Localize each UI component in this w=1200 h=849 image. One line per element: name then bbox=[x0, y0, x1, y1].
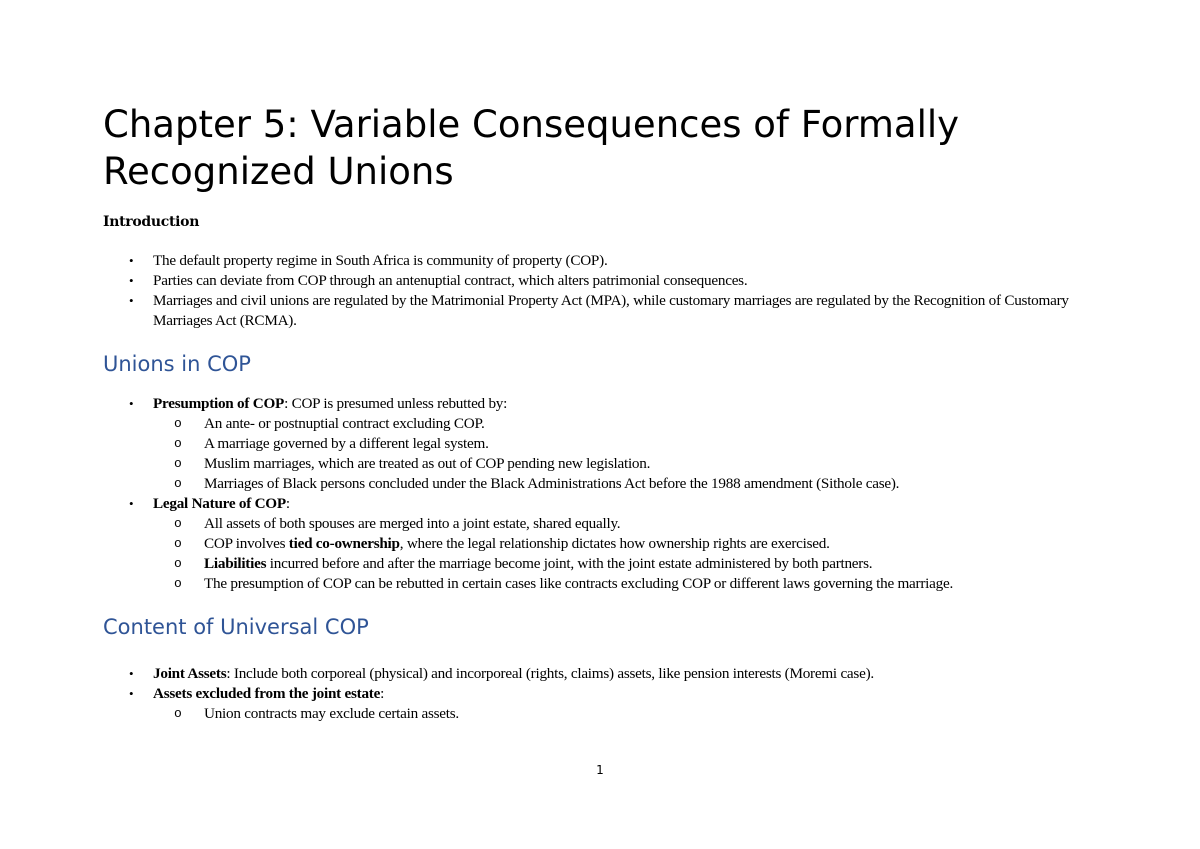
chapter-title: Chapter 5: Variable Consequences of Formally Recognized Unions bbox=[103, 103, 960, 193]
sub-list-item bbox=[103, 574, 1103, 594]
term-label: Liabilities bbox=[204, 555, 267, 572]
sub-list-item bbox=[103, 414, 1103, 434]
term-label: tied co-ownership bbox=[288, 535, 400, 552]
sub-list-item bbox=[103, 554, 1103, 574]
list-item-text: Union contracts may exclude certain assets. bbox=[204, 705, 459, 722]
list-item-legal-nature bbox=[103, 494, 1103, 514]
sub-list-item bbox=[103, 474, 1103, 494]
page-content bbox=[103, 101, 1103, 724]
term-label: Assets excluded from the joint estate bbox=[153, 685, 381, 702]
unions-in-cop-list bbox=[103, 394, 1103, 594]
list-item-text: An ante- or postnuptial contract excluding COP. bbox=[204, 415, 485, 432]
page-number: 1 bbox=[596, 763, 604, 777]
bullet-icon: • bbox=[129, 293, 134, 308]
list-item bbox=[103, 251, 1103, 271]
sub-list-item bbox=[103, 704, 1103, 724]
list-item bbox=[103, 291, 1103, 331]
list-item-text: Marriages and civil unions are regulated by the Matrimonial Property Act (MPA), while customary marriages are regulated by the Recognition of Customary Marriages Act (RCMA). bbox=[153, 292, 1069, 329]
list-item-joint-assets bbox=[103, 664, 1103, 684]
sub-list-item bbox=[103, 534, 1103, 554]
sub-bullet-icon: o bbox=[174, 576, 182, 591]
sub-bullet-icon: o bbox=[174, 706, 182, 721]
sub-list-item bbox=[103, 514, 1103, 534]
sub-list-item bbox=[103, 434, 1103, 454]
list-item-excluded-assets bbox=[103, 684, 1103, 704]
term-label: Joint Assets bbox=[153, 665, 227, 682]
section-heading-universal-cop: Content of Universal COP bbox=[103, 615, 369, 639]
sub-bullet-icon: o bbox=[174, 556, 182, 571]
sub-bullet-icon: o bbox=[174, 516, 182, 531]
bullet-icon: • bbox=[129, 686, 134, 701]
sub-list-item bbox=[103, 454, 1103, 474]
sub-bullet-icon: o bbox=[174, 416, 182, 431]
list-item-presumption bbox=[103, 394, 1103, 414]
list-item-text: : bbox=[380, 685, 385, 702]
introduction-heading: Introduction bbox=[103, 214, 200, 230]
list-item-text: COP involves bbox=[204, 535, 289, 552]
bullet-icon: • bbox=[129, 496, 134, 511]
list-item-text: The presumption of COP can be rebutted in certain cases like contracts excluding COP or different laws governing the marriage. bbox=[204, 575, 954, 592]
list-item-text: Parties can deviate from COP through an antenuptial contract, which alters patrimonial consequences. bbox=[153, 272, 748, 289]
list-item-text: : Include both corporeal (physical) and incorporeal (rights, claims) assets, like pension interests (Moremi case). bbox=[226, 665, 874, 682]
bullet-icon: • bbox=[129, 273, 134, 288]
bullet-icon: • bbox=[129, 396, 134, 411]
universal-cop-list bbox=[103, 664, 1103, 724]
list-item-text: The default property regime in South Africa is community of property (COP). bbox=[153, 252, 608, 269]
term-label: Legal Nature of COP bbox=[153, 495, 286, 512]
list-item-text: : bbox=[285, 495, 290, 512]
list-item-text: , where the legal relationship dictates how ownership rights are exercised. bbox=[399, 535, 830, 552]
bullet-icon: • bbox=[129, 253, 134, 268]
list-item-text: Muslim marriages, which are treated as out of COP pending new legislation. bbox=[204, 455, 651, 472]
list-item-text: incurred before and after the marriage become joint, with the joint estate administered by both partners. bbox=[266, 555, 873, 572]
sub-bullet-icon: o bbox=[174, 456, 182, 471]
section-heading-unions-in-cop: Unions in COP bbox=[103, 352, 251, 376]
sub-bullet-icon: o bbox=[174, 476, 182, 491]
list-item-text: All assets of both spouses are merged into a joint estate, shared equally. bbox=[204, 515, 621, 532]
bullet-icon: • bbox=[129, 666, 134, 681]
introduction-list bbox=[103, 251, 1103, 331]
list-item bbox=[103, 271, 1103, 291]
list-item-text: Marriages of Black persons concluded under the Black Administrations Act before the 1988 amendment (Sithole case). bbox=[204, 475, 900, 492]
list-item-text: : COP is presumed unless rebutted by: bbox=[284, 395, 508, 412]
term-label: Presumption of COP bbox=[153, 395, 285, 412]
sub-bullet-icon: o bbox=[174, 436, 182, 451]
sub-bullet-icon: o bbox=[174, 536, 182, 551]
list-item-text: A marriage governed by a different legal system. bbox=[204, 435, 489, 452]
